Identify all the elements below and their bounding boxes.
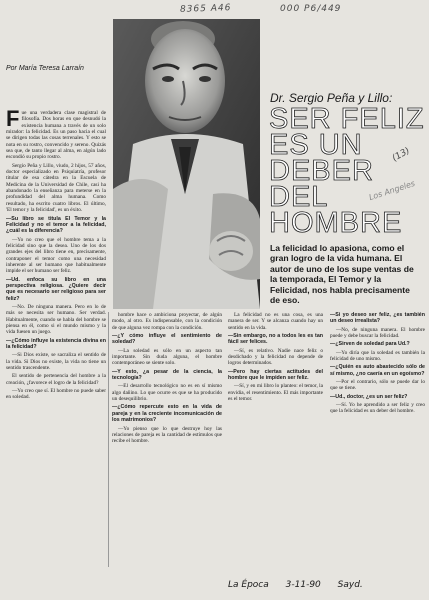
interview-question: —Sin embargo, no a todos les es tan fácil ser felices.	[228, 333, 323, 346]
interview-question: —Su libro se titula El Temor y la Felicidad y no el temor a la felicidad, ¿cuál es la diferencia?	[6, 215, 106, 235]
signature-handwriting: Sayd.	[337, 580, 363, 590]
interview-question: —¿Cómo influye la existencia divina en la felicidad?	[6, 337, 106, 351]
interview-question: —¿Sirven de soledad para Ud.?	[330, 341, 410, 348]
interview-question: —Y esto, ¿a pesar de la ciencia, la tecnología?	[112, 368, 222, 382]
portrait-photo	[113, 19, 260, 309]
article-paragraph: —Yo no creo que el hombre tema a la felicidad sino que la desea. Uno de los dos grandes ejes del libro tiene en, precisamente, contraponer el temor como una necesidad inherente al ser humano que habitualmente impide el ser humano ser feliz.	[6, 236, 106, 275]
interview-question: —¿Quién es auto abastecido sólo de sí mismo, ¿no caería en un egoísmo?	[330, 364, 425, 377]
article-deck: La felicidad lo apasiona, como el gran logro de la vida humana. El autor de uno de los supe ventas de la temporada, El Temor y la Felicidad, nos habla precisamente de eso.	[270, 243, 414, 306]
clipping-footer	[228, 580, 377, 590]
article-kicker: Dr. Sergio Peña y Lillo:	[270, 91, 393, 105]
headline-line: ES UN	[269, 129, 363, 161]
article-paragraph: —Sí, es relativo. Nadie nace feliz o desdichado y la felicidad no depende de logros determinados.	[228, 347, 323, 367]
article-column-1	[6, 110, 106, 565]
article-paragraph: —Por el contrario, sólo se puede dar lo que se tiene.	[330, 379, 425, 392]
interview-question: —Si yo deseo ser feliz, ¿es también un deseo irrealista?	[330, 312, 425, 325]
article-column-4	[330, 312, 425, 567]
article-paragraph: —La soledad es sólo en un aspecto tan importante. Sin duda alguna, el hombre contemporáneo se siente solo.	[112, 347, 222, 367]
article-paragraph: —Sí, y en mi libro lo planteo: el temor, la envidia, el resentimiento. El más importante es el temor.	[228, 383, 323, 403]
article-column-2	[112, 312, 222, 567]
archive-ref-handwriting: 000 P6/449	[280, 4, 342, 14]
portrait-illustration	[113, 19, 260, 309]
article-byline: Por María Teresa Larraín	[6, 65, 84, 72]
interview-question: —Ud., doctor, ¿es un ser feliz?	[330, 393, 408, 400]
source-handwriting: La Época	[228, 580, 269, 590]
interview-question: —¿Cómo repercute esto en la vida de pareja y en la creciente incomunicación de los matrimonios?	[112, 404, 222, 424]
headline-line: HOMBRE	[269, 207, 403, 239]
article-paragraph: —El desarrollo tecnológico no es en sí mismo algo dañino. Lo que ocurre es que se ha producido un desequilibrio.	[112, 383, 222, 403]
interview-question: —¿Y cómo influye el sentimiento de soledad?	[112, 333, 222, 346]
article-paragraph: —No, de ninguna manera. El hombre puede y debe buscar la felicidad.	[330, 326, 425, 340]
article-paragraph: —No. De ninguna manera. Pero en lo de más se necesita ser humano. Ser verdad. Habitualmente, cuando se habla del hombre se piensa en él, como si el mundo mismo y la vida fuesen un juego.	[6, 303, 106, 336]
article-paragraph: —Yo pienso que lo que destruye hoy las relaciones de pareja es la cantidad de estímulos que recibe el hombre.	[112, 425, 222, 445]
article-paragraph: Sergio Peña y Lillo, viudo, 2 hijos, 57 años, doctor especializado en Psiquiatría, profesor titular de esa cátedra en la Escuela de Medicina de la Universidad de Chile, casi ha abandonado la enseñanza para meterse en la profundidad del alma humana. Como resultado, ha escrito cuatro libros. El último, 'El temor y la felicidad', es un éxito.	[6, 162, 106, 214]
archive-code-handwriting: 8365 A46	[179, 3, 232, 15]
interview-question: —Ud. enfoca su libro en una perspectiva religiosa. ¿Quiere decir que es necesario ser religioso para ser feliz?	[6, 276, 106, 302]
article-paragraph: —Si Dios existe, se sacraliza el sentido de la vida. Si Dios no existe, la vida no tiene un sentido trascendente.	[6, 352, 106, 372]
article-headline	[269, 103, 429, 239]
headline-line: DEBER	[269, 155, 374, 187]
article-paragraph: El sentido de pertenencia del hombre a la creación, ¿favorece el logro de la felicidad?	[6, 373, 106, 386]
margin-note-handwriting: (13)	[390, 146, 412, 164]
headline-line: DEL	[269, 181, 329, 213]
article-paragraph: —Yo creo que sí. El hombre no puede saber en soledad.	[6, 388, 106, 401]
drop-cap: F	[6, 110, 20, 131]
article-paragraph: La felicidad no es una cosa, es una manera de ser. Y se alcanza cuando hay un sentido en la vida.	[228, 312, 323, 331]
article-paragraph: —Sí. Yo he aprendido a ser feliz y creo que la felicidad es un deber del hombre.	[330, 402, 425, 415]
headline-line: SER FELIZ	[269, 103, 425, 135]
article-column-3	[228, 312, 323, 567]
article-paragraph: hombre hace o ambiciona proyectar, de algún modo, al otro. Es indispensable, con la condición de que alguna vez rompa con la condición.	[112, 312, 222, 331]
article-paragraph: Fue una verdadera clase magistral de filosofía. Dos horas en que desnudó la existencia humana a través de un solo mirador: la felicidad. Es un paso hacia el cual se dirigen todas las cosas terrenales. Y esto se nota en su rostro, convencido y sereno. Quizás sea que, de tanto llegar al alma, en algún lado escondió su propio rostro.	[6, 110, 106, 161]
date-handwriting: 3-11-90	[285, 580, 321, 590]
column-divider	[108, 312, 109, 567]
article-paragraph: —Yo diría que la soledad es también la felicidad de uno mismo.	[330, 349, 425, 363]
margin-note-faded-handwriting: Los Angeles	[367, 178, 417, 203]
interview-question: —Pero hay ciertas actitudes del hombre que le impiden ser feliz.	[228, 368, 323, 382]
